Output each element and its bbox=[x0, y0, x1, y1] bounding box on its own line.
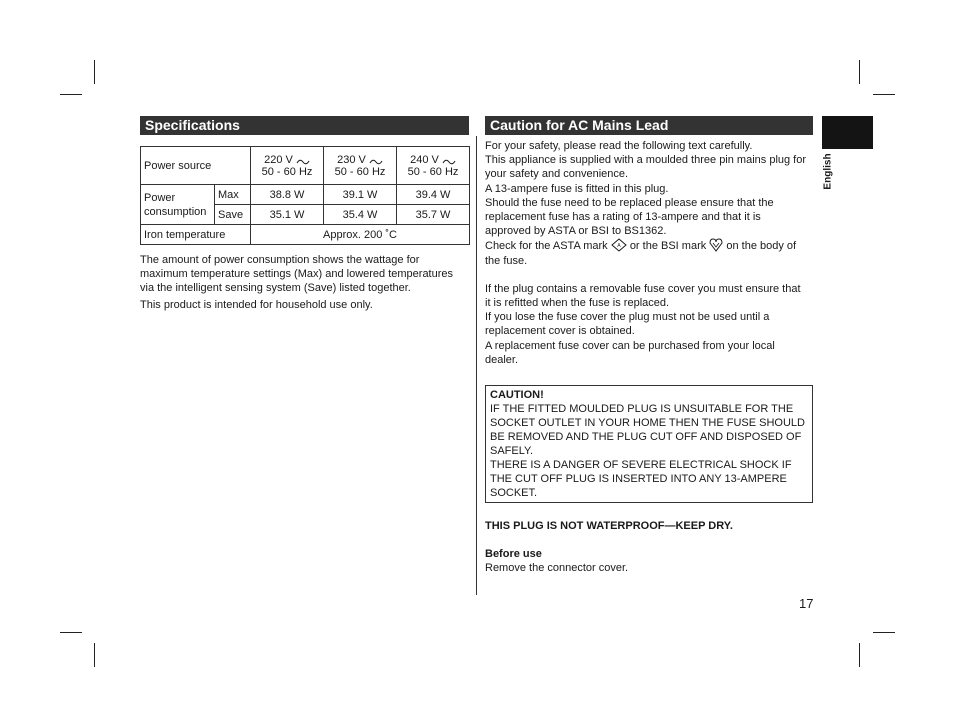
ac-wave-icon bbox=[369, 158, 383, 166]
power-consumption-note: The amount of power consumption shows the wattage for maximum temperature settings (Max) and lowered temperatures via the intelligent sensing system (Save) listed together. bbox=[140, 254, 454, 295]
caution-box bbox=[485, 385, 813, 503]
caution-line: This appliance is supplied with a moulded three pin mains plug for your safety and convenience. bbox=[485, 154, 807, 181]
frequency-value: 50 - 60 Hz bbox=[407, 165, 459, 178]
crop-mark bbox=[94, 643, 95, 667]
caution-line: Should the fuse need to be replaced please ensure that the replacement fuse has a rating of 13-ampere and that it is approved by ASTA or BSI to BS1362. bbox=[485, 196, 774, 238]
column-divider bbox=[476, 136, 477, 595]
max-value: 38.8 W bbox=[251, 185, 324, 205]
save-value: 35.1 W bbox=[251, 205, 324, 225]
before-use-title: Before use bbox=[485, 548, 542, 560]
svg-text:A: A bbox=[617, 243, 621, 250]
asta-mark-icon bbox=[611, 238, 627, 252]
voltage-cell bbox=[324, 147, 397, 185]
crop-mark bbox=[873, 94, 895, 95]
voltage-value: 220 V bbox=[264, 153, 293, 166]
voltage-value: 240 V bbox=[410, 153, 439, 166]
max-value: 39.1 W bbox=[324, 185, 397, 205]
max-label: Max bbox=[215, 185, 251, 205]
save-value: 35.4 W bbox=[324, 205, 397, 225]
save-label: Save bbox=[215, 205, 251, 225]
voltage-value: 230 V bbox=[337, 153, 366, 166]
waterproof-warning: THIS PLUG IS NOT WATERPROOF—KEEP DRY. bbox=[485, 520, 733, 532]
before-use-text: Remove the connector cover. bbox=[485, 562, 629, 575]
bsi-kitemark-icon bbox=[709, 238, 723, 252]
max-value: 39.4 W bbox=[397, 185, 470, 205]
voltage-cell bbox=[251, 147, 324, 185]
spec-notes bbox=[140, 253, 465, 312]
iron-temperature-value: Approx. 200 ˚C bbox=[251, 225, 470, 245]
caution-line: A replacement fuse cover can be purchased from your local dealer. bbox=[485, 339, 775, 366]
crop-mark bbox=[873, 632, 895, 633]
fuse-check-line bbox=[485, 238, 807, 267]
before-use-section bbox=[485, 547, 813, 575]
check-text: Check for the ASTA mark bbox=[485, 240, 608, 253]
caution-box-text: IF THE FITTED MOULDED PLUG IS UNSUITABLE FOR THE SOCKET OUTLET IN YOUR HOME THEN THE FUSE SHOULD BE REMOVED AND THE PLUG CUT OFF AND DISPOSED OF SAFELY. bbox=[490, 403, 805, 457]
crop-mark bbox=[60, 632, 82, 633]
max-row bbox=[141, 185, 470, 205]
caution-text bbox=[485, 139, 807, 367]
power-source-row bbox=[141, 147, 470, 185]
check-text: or the BSI mark bbox=[629, 240, 707, 253]
crop-mark bbox=[60, 94, 82, 95]
voltage-cell bbox=[397, 147, 470, 185]
iron-temperature-label: Iron temperature bbox=[141, 225, 251, 245]
caution-line: If you lose the fuse cover the plug must not be used until a replacement cover is obtained. bbox=[485, 311, 770, 338]
caution-line: A 13-ampere fuse is fitted in this plug. bbox=[485, 182, 669, 195]
caution-heading: Caution for AC Mains Lead bbox=[485, 116, 813, 135]
household-use-note: This product is intended for household use only. bbox=[140, 298, 373, 311]
caution-box-text: THERE IS A DANGER OF SEVERE ELECTRICAL SHOCK IF THE CUT OFF PLUG IS INSERTED INTO ANY 13-AMPERE SOCKET. bbox=[490, 459, 792, 499]
language-tab-block bbox=[822, 116, 873, 149]
language-tab-label: English bbox=[822, 153, 834, 190]
frequency-value: 50 - 60 Hz bbox=[334, 165, 386, 178]
caution-box-title: CAUTION! bbox=[490, 389, 544, 401]
power-source-label: Power source bbox=[141, 147, 251, 185]
power-consumption-label: Power consumption bbox=[141, 185, 215, 225]
check-text: on the body of the fuse. bbox=[485, 240, 797, 267]
iron-temperature-row bbox=[141, 225, 470, 245]
page-number: 17 bbox=[799, 596, 814, 611]
specifications-heading: Specifications bbox=[140, 116, 469, 135]
frequency-value: 50 - 60 Hz bbox=[261, 165, 313, 178]
save-value: 35.7 W bbox=[397, 205, 470, 225]
crop-mark bbox=[859, 60, 860, 84]
crop-mark bbox=[859, 643, 860, 667]
ac-wave-icon bbox=[296, 158, 310, 166]
ac-wave-icon bbox=[442, 158, 456, 166]
caution-line: For your safety, please read the following text carefully. bbox=[485, 140, 753, 152]
caution-line: If the plug contains a removable fuse cover you must ensure that it is refitted when the fuse is replaced. bbox=[485, 282, 801, 310]
crop-mark bbox=[94, 60, 95, 84]
specifications-table bbox=[140, 146, 470, 245]
